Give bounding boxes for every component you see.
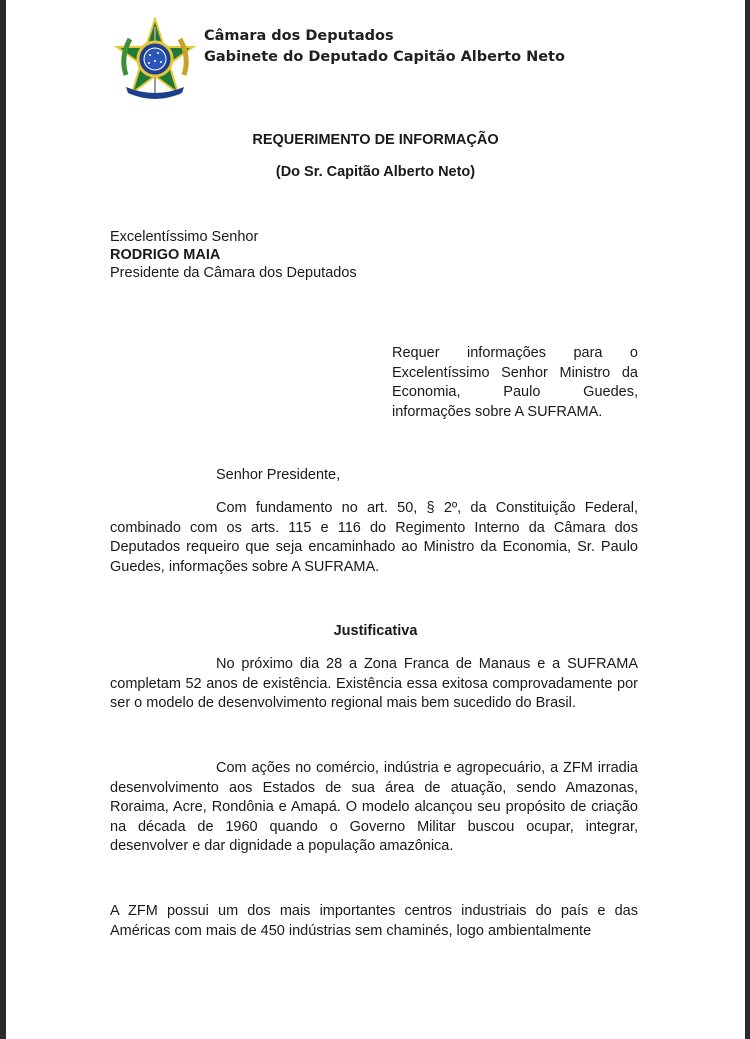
ementa-text: Requer informações para o Excelentíssimo Senhor Ministro da Economia, Paulo Guedes, informações sobre A SUFRAMA. xyxy=(392,345,638,420)
addressee-role: Presidente da Câmara dos Deputados xyxy=(110,265,357,281)
paragraph-justification-1: No próximo dia 28 a Zona Franca de Manaus e a SUFRAMA completam 52 anos de existência. Existência essa exitosa comprovadamente por ser o modelo de desenvolvimento regional mais bem sucedido do Brasil. xyxy=(110,656,638,711)
header-block xyxy=(204,26,565,68)
justification-heading: Justificativa xyxy=(333,623,418,639)
paragraph-request: Com fundamento no art. 50, § 2º, da Constituição Federal, combinado com os arts. 115 e 116 do Regimento Interno da Câmara dos Deputados requeiro que seja encaminhado ao Ministro da Economia, Sr. Paulo Guedes, informações sobre A SUFRAMA. xyxy=(110,500,638,575)
addressee-name: RODRIGO MAIA xyxy=(110,247,221,263)
coat-of-arms-brazil-icon xyxy=(112,17,198,103)
header-line-chamber: Câmara dos Deputados xyxy=(204,28,394,44)
document-title: REQUERIMENTO DE INFORMAÇÃO xyxy=(252,132,499,148)
addressee-block xyxy=(110,228,357,282)
greeting: Senhor Presidente, xyxy=(216,467,341,483)
paragraph-justification-3: A ZFM possui um dos mais importantes centros industriais do país e das Américas com mais de 450 indústrias sem chaminés, logo ambientalmente xyxy=(110,903,638,939)
document-subtitle: (Do Sr. Capitão Alberto Neto) xyxy=(275,164,476,180)
paragraph-justification-2: Com ações no comércio, indústria e agropecuário, a ZFM irradia desenvolvimento aos Estados de sua área de atuação, sendo Amazonas, Roraima, Acre, Rondônia e Amapá. O modelo alcançou seu propósito de criação na década de 1960 quando o Governo Militar buscou ocupar, integrar, desenvolver e dar dignidade a população amazônica. xyxy=(110,760,638,854)
header-line-office: Gabinete do Deputado Capitão Alberto Neto xyxy=(204,49,565,65)
addressee-salutation: Excelentíssimo Senhor xyxy=(110,229,259,245)
document-page xyxy=(6,0,745,1039)
